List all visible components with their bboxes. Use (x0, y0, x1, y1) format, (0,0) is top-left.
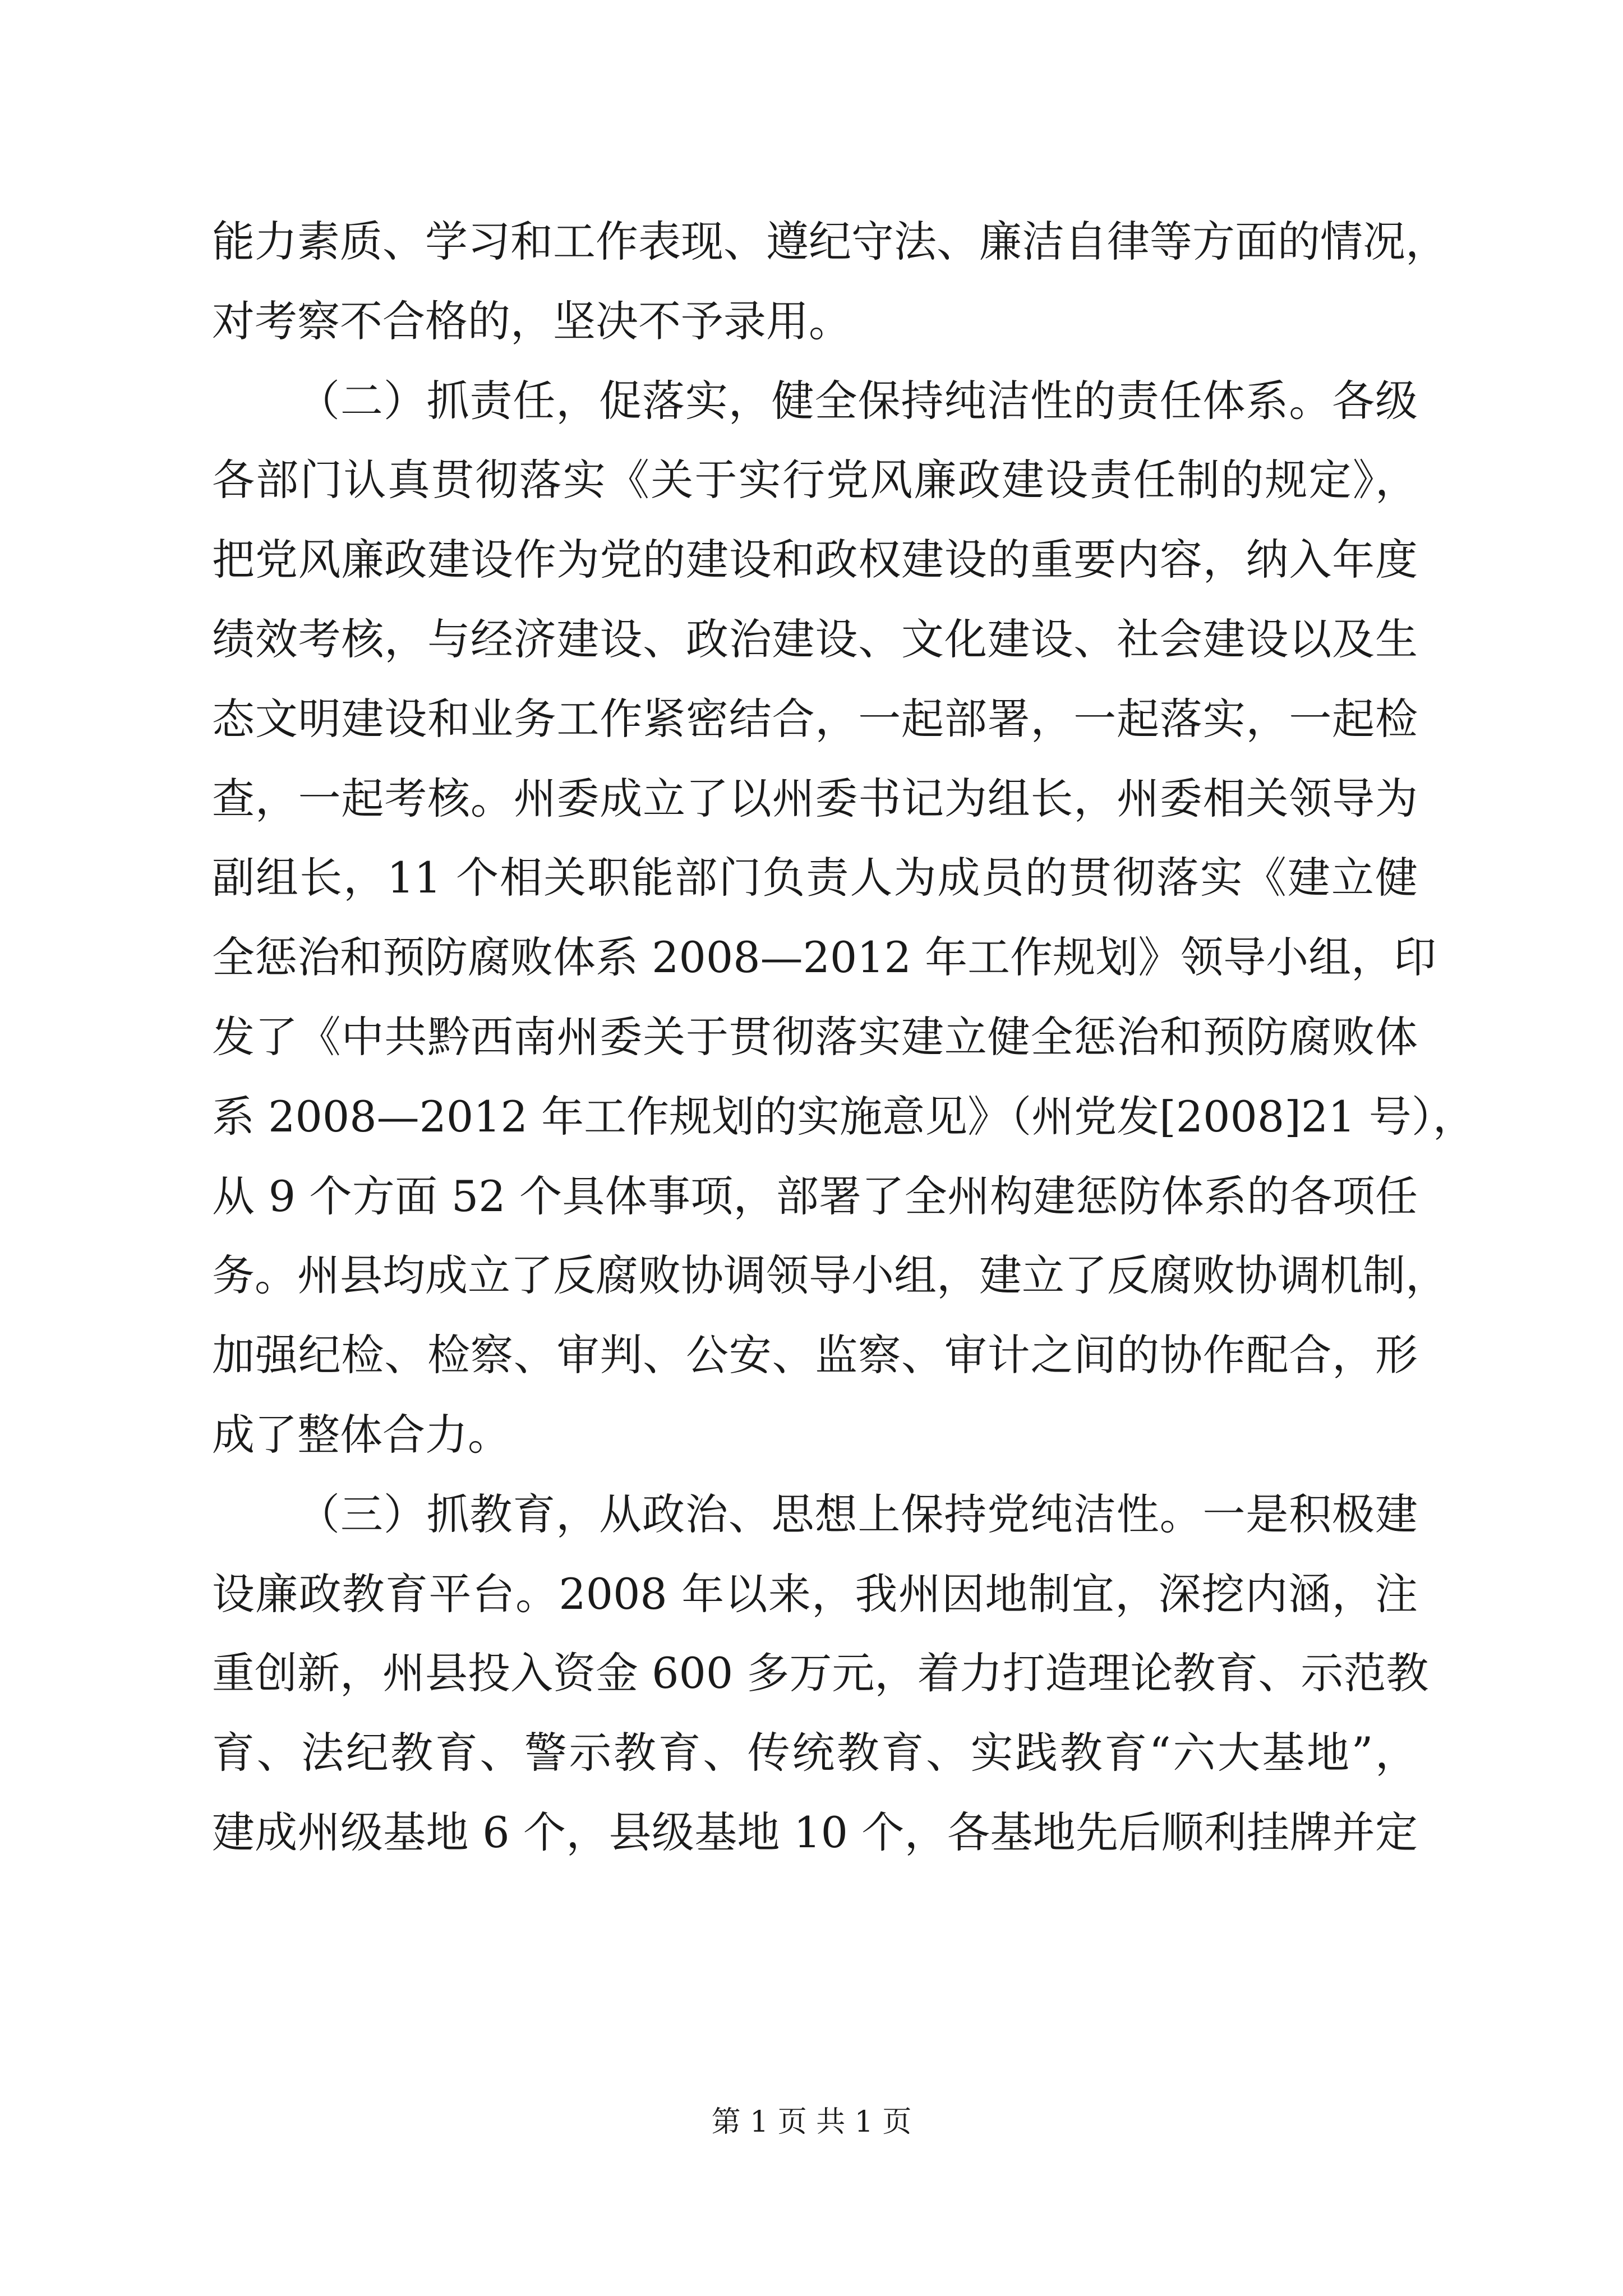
text-line: 查，一起考核。州委成立了以州委书记为组长，州委相关领导为 (212, 773, 1418, 823)
document-body (212, 202, 1476, 1872)
page-footer: 第 1 页 共 1 页 (711, 2105, 912, 2139)
text-line: 各部门认真贯彻落实《关于实行党风廉政建设责任制的规定》， (212, 455, 1418, 505)
text-line: 态文明建设和业务工作紧密结合，一起部署，一起落实，一起检 (212, 693, 1418, 744)
text-line: 发了《中共黔西南州委关于贯彻落实建立健全惩治和预防腐败体 (212, 1011, 1418, 1062)
text-line: 绩效考核，与经济建设、政治建设、文化建设、社会建设以及生 (212, 614, 1418, 664)
text-line: 成了整体合力。 (212, 1409, 510, 1460)
paragraph-start-line: （三）抓教育，从政治、思想上保持党纯洁性。一是积极建 (297, 1489, 1418, 1539)
text-line: 对考察不合格的，坚决不予录用。 (212, 296, 851, 346)
paragraph-start-line: （二）抓责任，促落实，健全保持纯洁性的责任体系。各级 (297, 375, 1418, 426)
text-line: 建成州级基地 6 个，县级基地 10 个，各基地先后顺利挂牌并定 (212, 1807, 1418, 1857)
text-line: 能力素质、学习和工作表现、遵纪守法、廉洁自律等方面的情况， (212, 217, 1448, 266)
text-line: 加强纪检、检察、审判、公安、监察、审计之间的协作配合，形 (212, 1330, 1418, 1381)
text-line: 全惩治和预防腐败体系 2008—2012 年工作规划》领导小组，印 (212, 932, 1437, 983)
text-line: 从 9 个方面 52 个具体事项，部署了全州构建惩防体系的各项任 (212, 1171, 1418, 1221)
text-line: 系 2008—2012 年工作规划的实施意见》（州党发[2008]21 号）， (212, 1091, 1476, 1142)
text-line: 重创新，州县投入资金 600 多万元，着力打造理论教育、示范教 (212, 1648, 1429, 1699)
text-line: 副组长，11 个相关职能部门负责人为成员的贯彻落实《建立健 (212, 853, 1418, 903)
text-line: 务。州县均成立了反腐败协调领导小组，建立了反腐败协调机制， (212, 1250, 1448, 1301)
text-line: 把党风廉政建设作为党的建设和政权建设的重要内容，纳入年度 (212, 535, 1418, 585)
text-line: 设廉政教育平台。2008 年以来，我州因地制宜，深挖内涵，注 (212, 1568, 1418, 1619)
text-line: 育、法纪教育、警示教育、传统教育、实践教育“六大基地”， (212, 1728, 1418, 1778)
